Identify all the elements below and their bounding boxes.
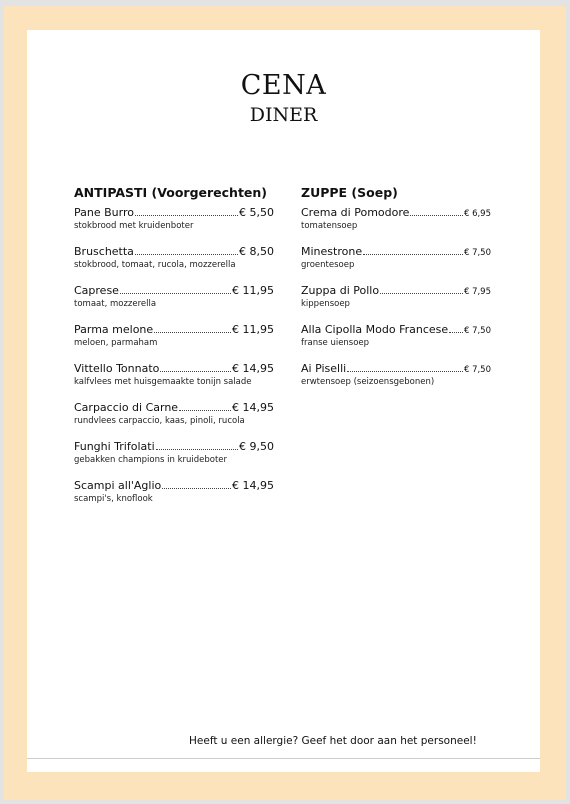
item-name: Caprese: [74, 284, 119, 297]
zuppe-menu-item: [301, 359, 491, 398]
antipasti-menu-item: [74, 398, 274, 437]
item-price: € 14,95: [232, 362, 274, 375]
item-name: Ai Piselli: [301, 362, 347, 375]
antipasti-menu-item: [74, 476, 274, 515]
price-leader: [135, 254, 238, 255]
item-description: gebakken champions in kruideboter: [74, 455, 228, 465]
menu-page: [27, 30, 540, 772]
item-price: € 7,50: [463, 248, 491, 258]
price-leader: [347, 371, 463, 372]
antipasti-menu-item: [74, 203, 274, 242]
item-price: € 5,50: [239, 206, 274, 219]
price-leader: [449, 332, 463, 333]
antipasti-heading: ANTIPASTI (Voorgerechten): [74, 185, 268, 200]
item-name: Minestrone: [301, 245, 363, 258]
footer-divider: [27, 758, 540, 759]
zuppe-menu-item: [301, 320, 491, 359]
item-description: rundvlees carpaccio, kaas, pinoli, rucola: [74, 416, 245, 426]
price-leader: [380, 293, 463, 294]
item-description: tomaat, mozzerella: [74, 299, 157, 309]
antipasti-list: [74, 203, 274, 515]
item-name: Parma melone: [74, 323, 154, 336]
item-price: € 7,50: [463, 326, 491, 336]
item-price: € 7,50: [463, 365, 491, 375]
item-description: scampi's, knoflook: [74, 494, 153, 504]
antipasti-menu-item: [74, 242, 274, 281]
item-name: Bruschetta: [74, 245, 134, 258]
item-price: € 11,95: [232, 284, 274, 297]
item-name: Carpaccio di Carne: [74, 401, 179, 414]
price-leader: [410, 215, 463, 216]
item-price: € 8,50: [239, 245, 274, 258]
item-name: Alla Cipolla Modo Francese: [301, 323, 449, 336]
item-description: stokbrood, tomaat, rucola, mozzerella: [74, 260, 236, 270]
item-price: € 14,95: [232, 401, 274, 414]
antipasti-menu-item: [74, 281, 274, 320]
item-description: kalfvlees met huisgemaakte tonijn salade: [74, 377, 252, 387]
antipasti-menu-item: [74, 359, 274, 398]
price-leader: [120, 293, 231, 294]
item-description: franse uiensoep: [301, 338, 370, 348]
item-description: tomatensoep: [301, 221, 358, 231]
item-description: stokbrood met kruidenboter: [74, 221, 194, 231]
zuppe-list: [301, 203, 491, 398]
price-leader: [135, 215, 238, 216]
price-leader: [179, 410, 231, 411]
zuppe-menu-item: [301, 203, 491, 242]
item-description: groentesoep: [301, 260, 355, 270]
item-description: kippensoep: [301, 299, 350, 309]
item-price: € 14,95: [232, 479, 274, 492]
item-price: € 7,95: [463, 287, 491, 297]
allergy-note: Heeft u een allergie? Geef het door aan het personeel!: [189, 735, 477, 747]
item-name: Pane Burro: [74, 206, 134, 219]
item-name: Zuppa di Pollo: [301, 284, 380, 297]
menu-subtitle: DINER: [249, 104, 318, 126]
antipasti-menu-item: [74, 320, 274, 359]
item-price: € 6,95: [463, 209, 491, 219]
antipasti-menu-item: [74, 437, 274, 476]
item-price: € 9,50: [239, 440, 274, 453]
price-leader: [160, 371, 231, 372]
zuppe-menu-item: [301, 281, 491, 320]
menu-title: CENA: [240, 70, 327, 101]
price-leader: [156, 449, 238, 450]
zuppe-heading: ZUPPE (Soep): [301, 185, 398, 200]
zuppe-menu-item: [301, 242, 491, 281]
price-leader: [162, 488, 231, 489]
item-name: Scampi all'Aglio: [74, 479, 162, 492]
item-name: Crema di Pomodore: [301, 206, 410, 219]
price-leader: [363, 254, 463, 255]
item-description: erwtensoep (seizoensgebonen): [301, 377, 435, 387]
price-leader: [154, 332, 231, 333]
item-name: Funghi Trifolati: [74, 440, 155, 453]
item-price: € 11,95: [232, 323, 274, 336]
item-name: Vittello Tonnato: [74, 362, 160, 375]
item-description: meloen, parmaham: [74, 338, 158, 348]
